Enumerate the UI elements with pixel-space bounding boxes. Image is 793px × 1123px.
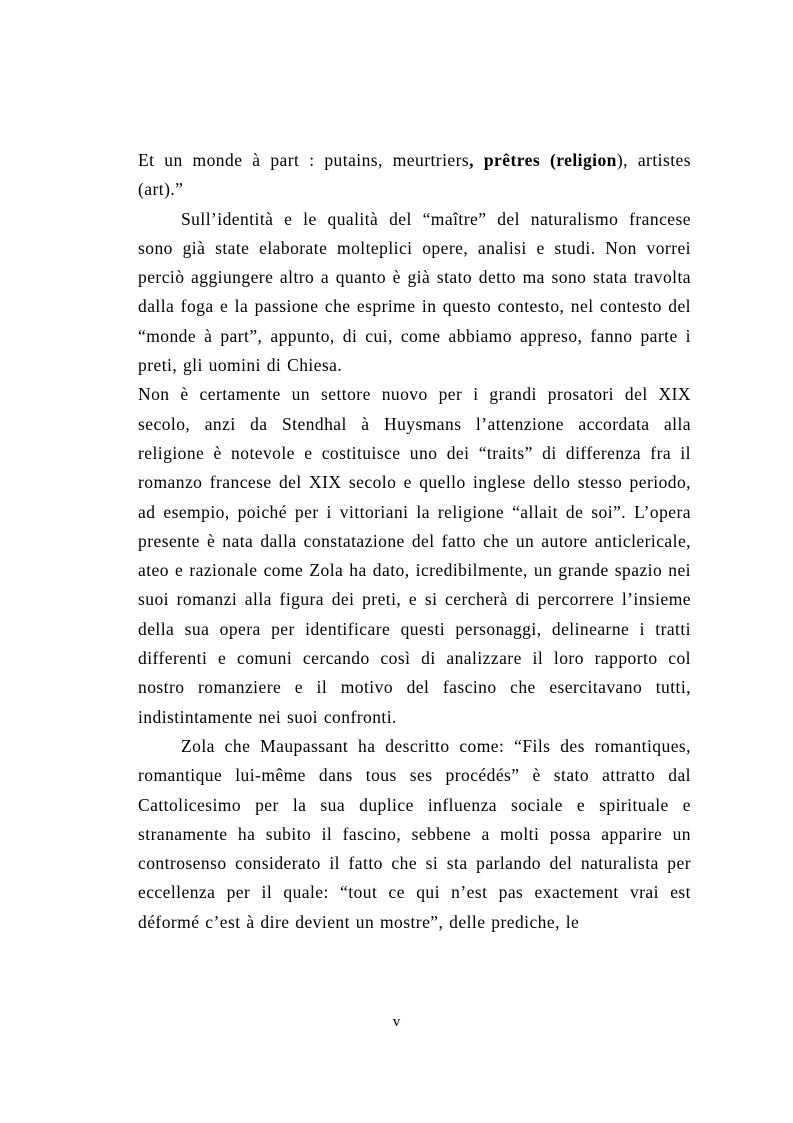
paragraph-maupassant: Zola che Maupassant ha descritto come: “Fils des romantiques, romantique lui-même dans tous ses procédés” è stato attratto dal Cattolicesimo per la sua duplice influenza sociale e spirituale e stranamente ha subito il fascino, sebbene a molti possa apparire un controsenso considerato il fatto che si sta parlando del naturalista per eccellenza per il quale: “tout ce qui n’est pas exactement vrai est déformé c’est à dire devient un mostre”, delle prediche, le [138, 735, 691, 932]
paragraph-quote-text-end: ), artistes (art).” [138, 150, 691, 200]
paragraph-quote-end [138, 146, 691, 205]
paragraph-identity: Sull’identità e le qualità del “maître” del naturalismo francese sono già state elaborate molteplici opere, analisi e studi. Non vorrei perciò aggiungere altro a quanto è già stato detto ma sono stata travolta dalla foga e la passione che esprime in questo contesto, nel contesto del “monde à part”, appunto, di cui, come abbiamo appreso, fanno parte i preti, gli uomini di Chiesa. [138, 208, 691, 376]
paragraph-quote-bold-text: , prêtres (religion [469, 150, 617, 170]
paragraph-quote-text: Et un monde à part : putains, meurtriers [138, 150, 470, 170]
paragraph-religion-theme: Non è certamente un settore nuovo per i grandi prosatori del XIX secolo, anzi da Stendhal à Huysmans l’attenzione accordata alla religione è notevole e costituisce uno dei “traits” di differenza fra il romanzo francese del XIX secolo e quello inglese dello stesso periodo, ad esempio, poiché per i vittoriani la religione “allait de soi”. L’opera presente è nata dalla constatazione del fatto che un autore anticlericale, ateo e razionale come Zola ha dato, icredibilmente, un grande spazio nei suoi romanzi alla figura dei preti, e si cercherà di percorrere l’insieme della sua opera per identificare questi personaggi, delinearne i tratti differenti e comuni cercando così di analizzare il loro rapporto col nostro romanziere e il motivo del fascino che esercitavano tutti, indistintamente nei suoi confronti. [138, 384, 691, 727]
page-number: v [392, 1014, 401, 1030]
body-text [138, 146, 691, 937]
